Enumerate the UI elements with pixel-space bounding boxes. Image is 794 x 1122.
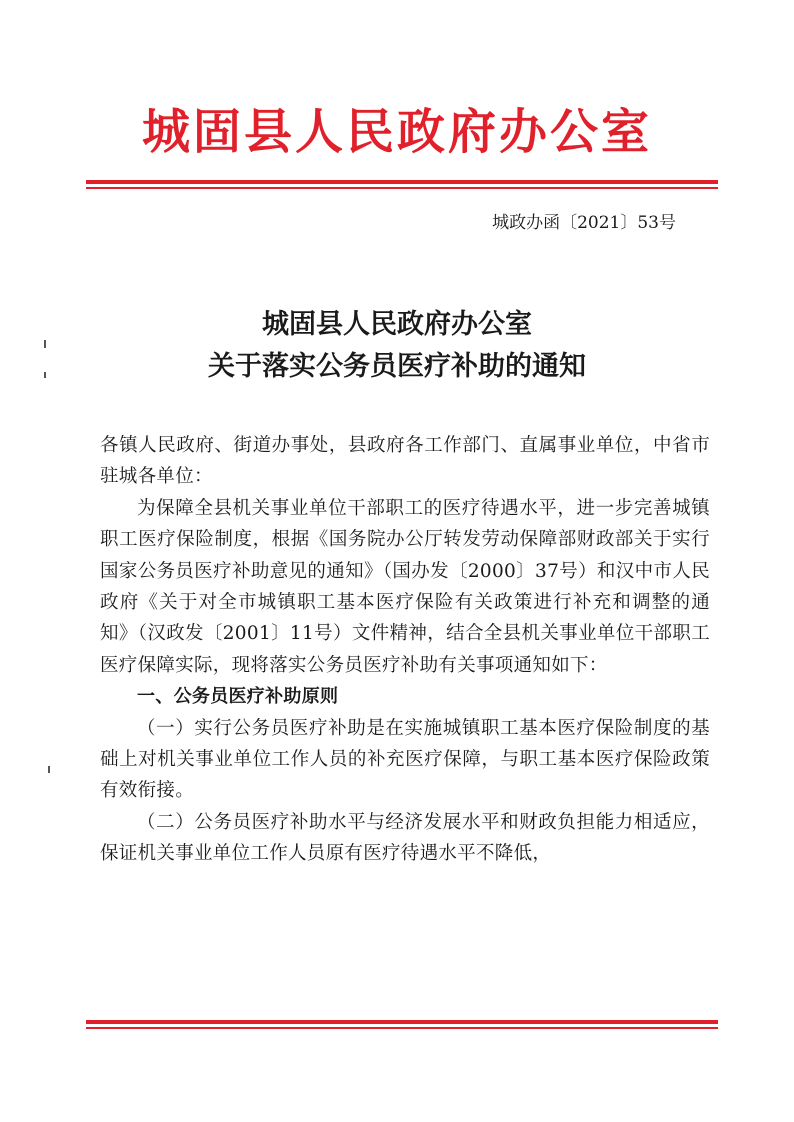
scan-speck	[44, 340, 46, 348]
document-number: 城政办函〔2021〕53号	[492, 213, 676, 233]
footer-red-rule	[86, 1020, 718, 1029]
issuing-organization-header: 城固县人民政府办公室	[141, 104, 652, 160]
section-heading: 一、公务员医疗补助原则	[137, 686, 339, 708]
list-item: （二）公务员医疗补助水平与经济发展水平和财政负担能力相适应，保证机关事业单位工作人员原有医疗待遇水平不降低，	[100, 811, 710, 865]
document-title	[80, 304, 714, 388]
intro-paragraph: 为保障全县机关事业单位干部职工的医疗待遇水平，进一步完善城镇职工医疗保险制度，根据《国务院办公厅转发劳动保障部财政部关于实行国家公务员医疗补助意见的通知》（国办发〔2000〕37号）和汉中市人民政府《关于对全市城镇职工基本医疗保险有关政策进行补充和调整的通知》（汉政发〔2001〕11号）文件精神，结合全县机关事业单位干部职工医疗保障实际，现将落实公务员医疗补助有关事项通知如下：	[100, 497, 710, 676]
header-red-rule	[86, 180, 718, 189]
document-title-line-1: 城固县人民政府办公室	[262, 309, 532, 340]
list-item: （一）实行公务员医疗补助是在实施城镇职工基本医疗保险制度的基础上对机关事业单位工作人员的补充医疗保障，与职工基本医疗保险政策有效衔接。	[100, 717, 710, 802]
scan-speck	[48, 766, 50, 773]
document-body	[100, 430, 710, 870]
document-title-line-2: 关于落实公务员医疗补助的通知	[208, 351, 586, 382]
recipients-paragraph: 各镇人民政府、街道办事处，县政府各工作部门、直属事业单位，中省市驻城各单位：	[100, 435, 710, 488]
scan-speck	[44, 372, 46, 378]
